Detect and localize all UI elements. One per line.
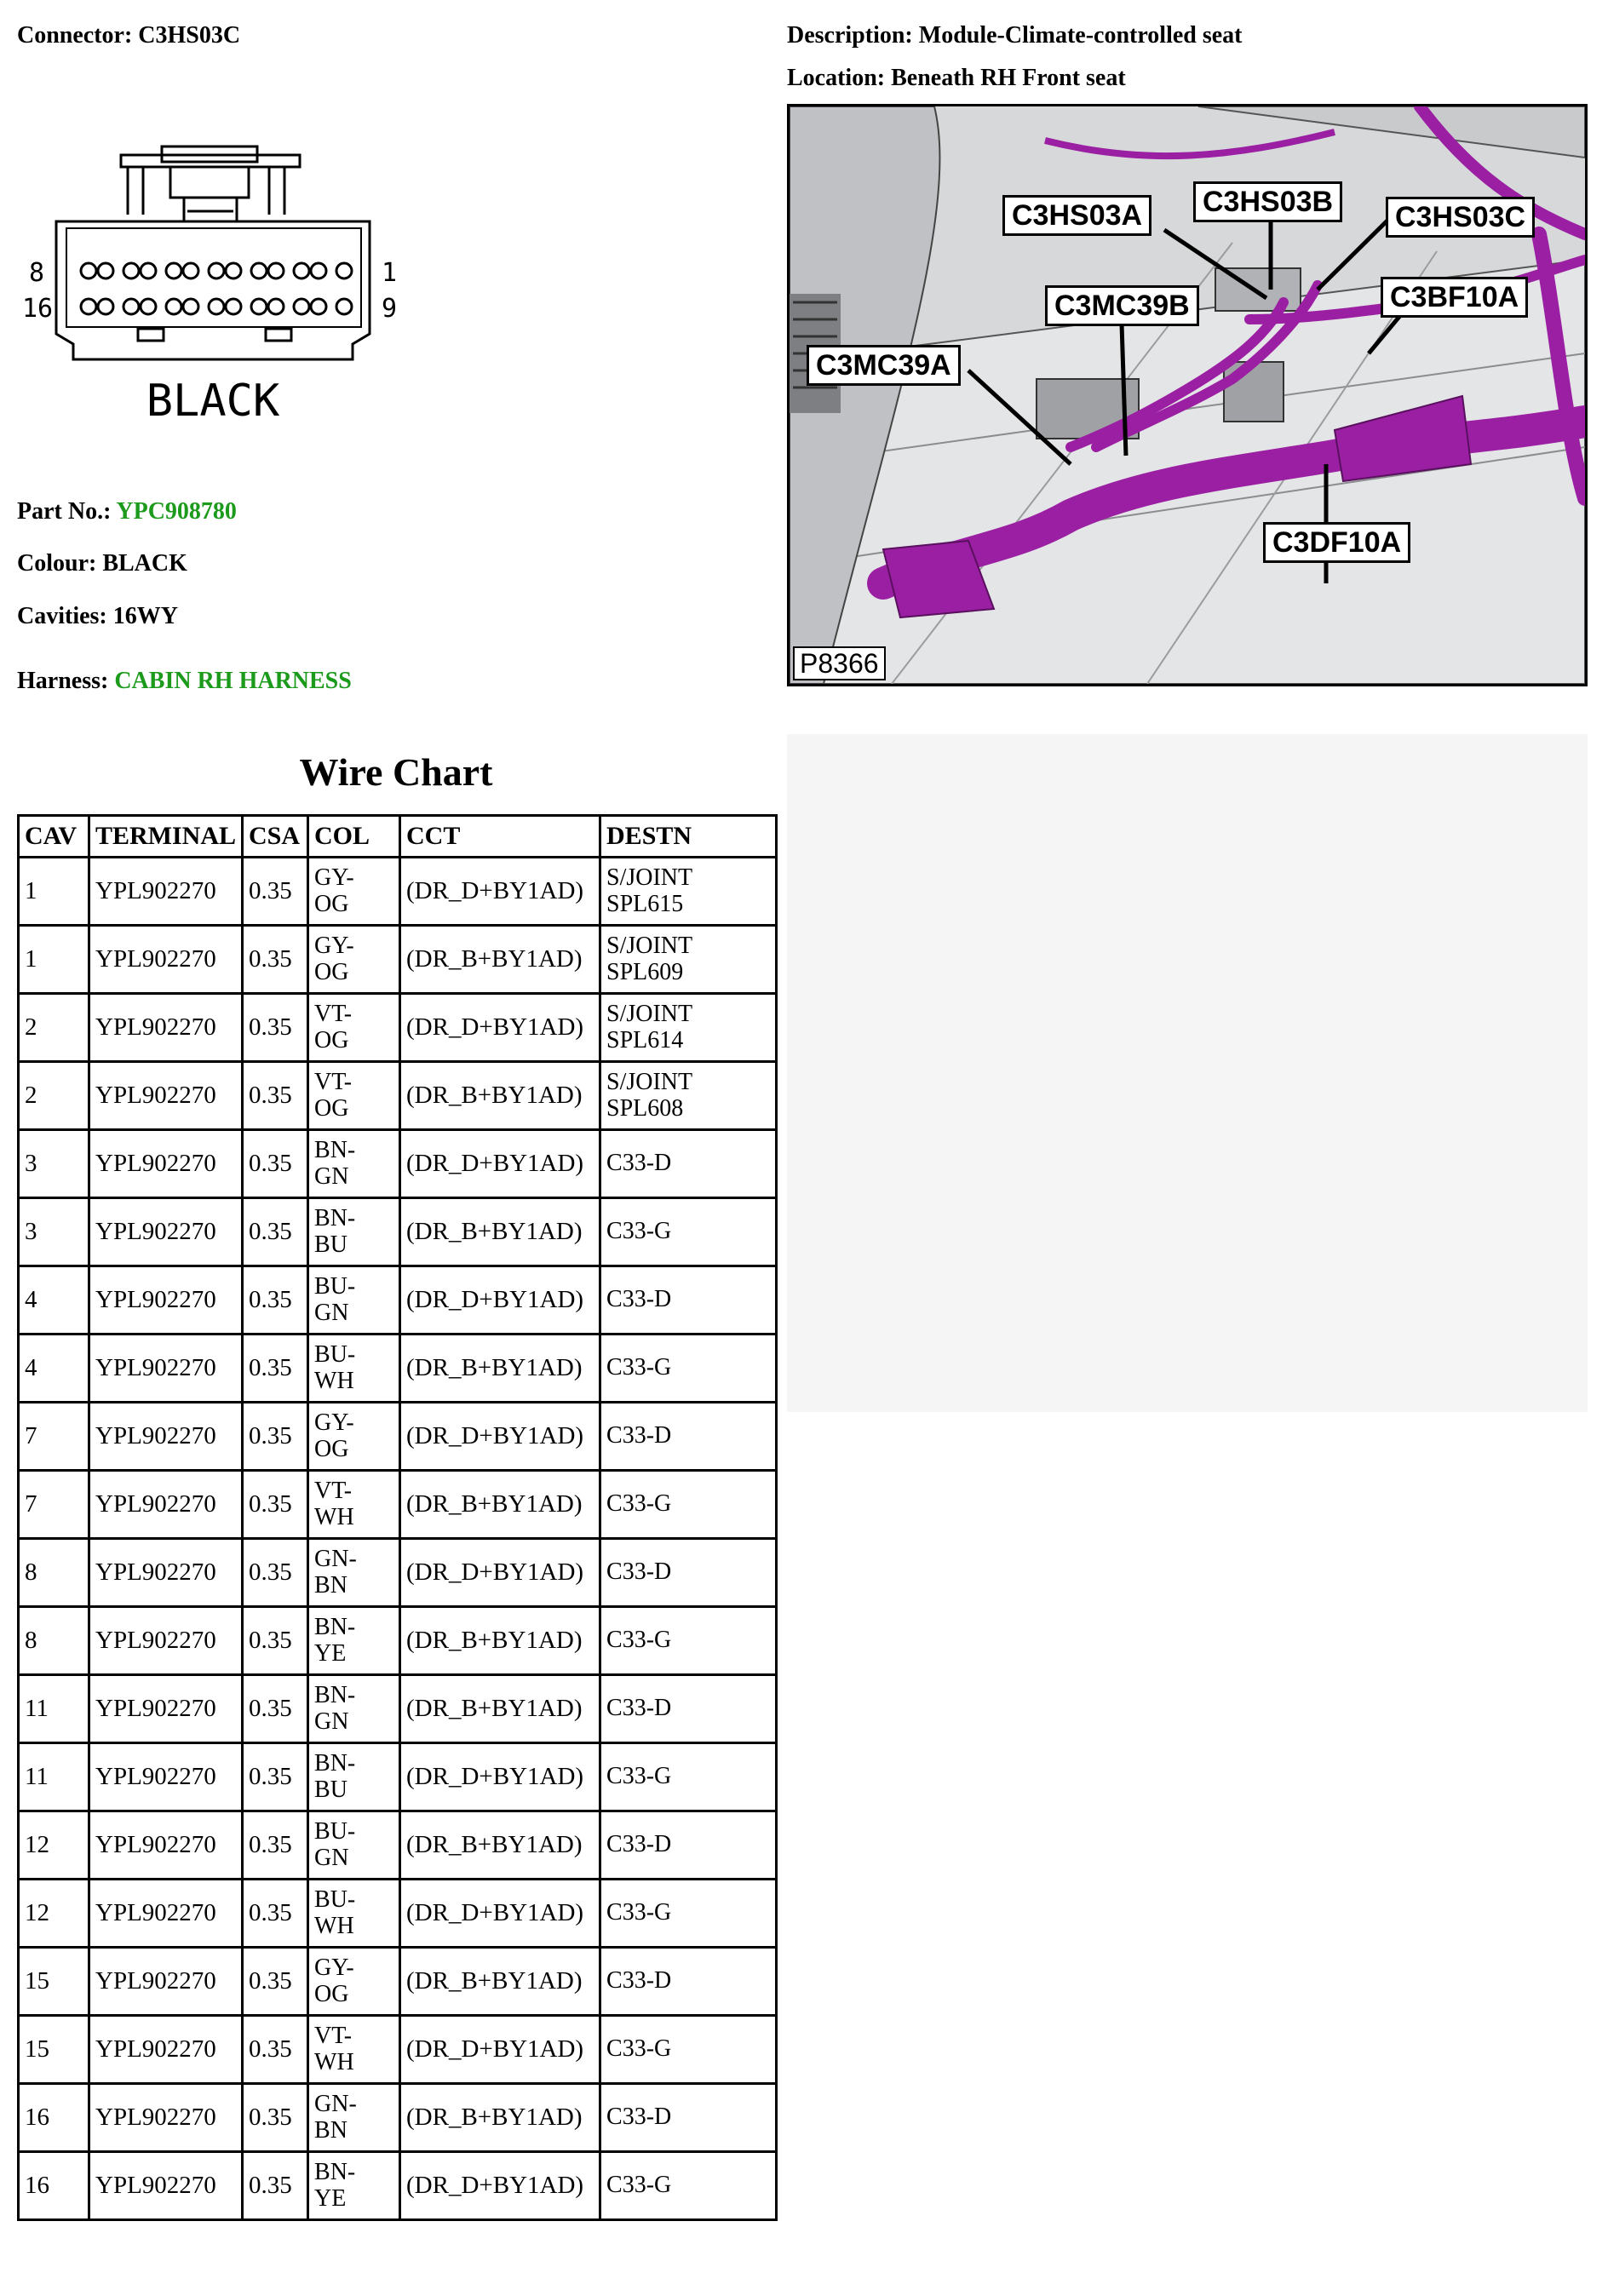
table-row	[19, 1198, 777, 1266]
harness-link[interactable]: CABIN RH HARNESS	[114, 668, 352, 694]
table-row	[19, 1880, 777, 1948]
connector-face-diagram	[17, 136, 409, 447]
cell-terminal: YPL902270	[89, 1880, 243, 1948]
header-destn: DESTN	[600, 816, 777, 858]
cell-cav: 11	[19, 1743, 89, 1811]
table-row	[19, 1811, 777, 1880]
connector-id: C3HS03C	[138, 22, 241, 49]
cell-csa: 0.35	[243, 926, 308, 994]
cell-cct: (DR_B+BY1AD)	[400, 2084, 600, 2152]
cell-destn: S/JOINT SPL615	[600, 858, 777, 926]
cell-destn: C33-D	[600, 2084, 777, 2152]
cell-cav: 8	[19, 1539, 89, 1607]
cell-destn: C33-D	[600, 1266, 777, 1335]
cell-terminal: YPL902270	[89, 1198, 243, 1266]
harness-line	[17, 669, 352, 693]
callout-c3hs03a: C3HS03A	[1002, 195, 1151, 236]
diagram-colour-label: BLACK	[146, 376, 280, 427]
colour-value: BLACK	[102, 550, 187, 577]
cell-cct: (DR_D+BY1AD)	[400, 1743, 600, 1811]
cell-cct: (DR_D+BY1AD)	[400, 1880, 600, 1948]
side-panel	[787, 734, 1588, 1412]
cell-cct: (DR_D+BY1AD)	[400, 1130, 600, 1198]
description-label: Description:	[787, 22, 913, 49]
cell-cav: 16	[19, 2152, 89, 2220]
cell-terminal: YPL902270	[89, 1539, 243, 1607]
table-row	[19, 1948, 777, 2016]
cell-csa: 0.35	[243, 1266, 308, 1335]
pin-label-16: 16	[22, 294, 54, 324]
connector-line	[17, 24, 240, 48]
cavities-label: Cavities:	[17, 603, 107, 629]
cell-terminal: YPL902270	[89, 1335, 243, 1403]
table-row	[19, 1471, 777, 1539]
table-row	[19, 1743, 777, 1811]
cell-cct: (DR_D+BY1AD)	[400, 858, 600, 926]
cell-col: GN- BN	[308, 2084, 400, 2152]
header-terminal: TERMINAL	[89, 816, 243, 858]
cell-col: VT- OG	[308, 1062, 400, 1130]
cell-terminal: YPL902270	[89, 1471, 243, 1539]
callout-c3hs03b: C3HS03B	[1193, 181, 1342, 222]
cell-csa: 0.35	[243, 2084, 308, 2152]
cell-cav: 7	[19, 1471, 89, 1539]
cell-cav: 8	[19, 1607, 89, 1675]
cell-cct: (DR_B+BY1AD)	[400, 1811, 600, 1880]
pin-label-8: 8	[29, 258, 45, 288]
table-row	[19, 1335, 777, 1403]
cell-terminal: YPL902270	[89, 858, 243, 926]
cell-cav: 12	[19, 1880, 89, 1948]
cell-terminal: YPL902270	[89, 1062, 243, 1130]
cell-terminal: YPL902270	[89, 1743, 243, 1811]
cell-csa: 0.35	[243, 1811, 308, 1880]
cell-cct: (DR_B+BY1AD)	[400, 1948, 600, 2016]
cell-terminal: YPL902270	[89, 1607, 243, 1675]
cell-col: VT- WH	[308, 1471, 400, 1539]
location-photo-svg	[790, 106, 1585, 684]
cell-destn: S/JOINT SPL608	[600, 1062, 777, 1130]
cell-col: BU- WH	[308, 1335, 400, 1403]
cell-col: VT- OG	[308, 994, 400, 1062]
cell-cav: 16	[19, 2084, 89, 2152]
location-label: Location:	[787, 65, 886, 91]
cell-destn: C33-G	[600, 1607, 777, 1675]
description-line	[787, 24, 1243, 48]
cell-cav: 12	[19, 1811, 89, 1880]
cell-destn: C33-G	[600, 1198, 777, 1266]
cell-cct: (DR_D+BY1AD)	[400, 1266, 600, 1335]
cell-csa: 0.35	[243, 858, 308, 926]
cell-cav: 2	[19, 1062, 89, 1130]
cell-col: BN- GN	[308, 1130, 400, 1198]
cell-cct: (DR_D+BY1AD)	[400, 2152, 600, 2220]
cell-destn: C33-G	[600, 2152, 777, 2220]
table-row	[19, 926, 777, 994]
cell-destn: S/JOINT SPL609	[600, 926, 777, 994]
cell-terminal: YPL902270	[89, 1130, 243, 1198]
cell-destn: C33-G	[600, 2016, 777, 2084]
cell-terminal: YPL902270	[89, 2152, 243, 2220]
callout-c3bf10a: C3BF10A	[1381, 277, 1528, 318]
cell-csa: 0.35	[243, 1607, 308, 1675]
cell-cct: (DR_B+BY1AD)	[400, 1198, 600, 1266]
cavities-value: 16WY	[112, 603, 178, 629]
cell-cav: 2	[19, 994, 89, 1062]
cell-col: BU- GN	[308, 1811, 400, 1880]
cell-csa: 0.35	[243, 1880, 308, 1948]
header-col: COL	[308, 816, 400, 858]
cell-csa: 0.35	[243, 2152, 308, 2220]
part-no-line	[17, 500, 237, 524]
cell-terminal: YPL902270	[89, 994, 243, 1062]
header-csa: CSA	[243, 816, 308, 858]
pin-label-9: 9	[382, 294, 398, 324]
cavities-line	[17, 605, 178, 629]
cell-terminal: YPL902270	[89, 1948, 243, 2016]
location-photo	[787, 104, 1588, 686]
cell-cav: 4	[19, 1335, 89, 1403]
cell-cav: 1	[19, 926, 89, 994]
cell-csa: 0.35	[243, 1403, 308, 1471]
cell-destn: C33-G	[600, 1743, 777, 1811]
callout-c3mc39b: C3MC39B	[1045, 285, 1199, 326]
cell-terminal: YPL902270	[89, 1675, 243, 1743]
pin-label-1: 1	[382, 258, 398, 288]
cell-cav: 7	[19, 1403, 89, 1471]
cell-csa: 0.35	[243, 994, 308, 1062]
wire-chart-header	[19, 816, 777, 858]
cell-col: GY- OG	[308, 858, 400, 926]
cell-terminal: YPL902270	[89, 1403, 243, 1471]
cell-csa: 0.35	[243, 1198, 308, 1266]
header-cav: CAV	[19, 816, 89, 858]
cell-cav: 11	[19, 1675, 89, 1743]
cell-col: VT- WH	[308, 2016, 400, 2084]
cell-terminal: YPL902270	[89, 1811, 243, 1880]
cell-csa: 0.35	[243, 1062, 308, 1130]
cell-cct: (DR_D+BY1AD)	[400, 994, 600, 1062]
cell-destn: C33-D	[600, 1403, 777, 1471]
callout-c3mc39a: C3MC39A	[807, 345, 961, 386]
cell-cct: (DR_B+BY1AD)	[400, 1335, 600, 1403]
cell-destn: C33-D	[600, 1811, 777, 1880]
cell-csa: 0.35	[243, 1335, 308, 1403]
cell-col: BN- YE	[308, 2152, 400, 2220]
colour-label: Colour:	[17, 550, 97, 577]
table-row	[19, 994, 777, 1062]
description-value: Module-Climate-controlled seat	[918, 22, 1243, 49]
cell-cav: 4	[19, 1266, 89, 1335]
cell-csa: 0.35	[243, 1130, 308, 1198]
cell-destn: C33-D	[600, 1539, 777, 1607]
cell-cav: 15	[19, 1948, 89, 2016]
colour-line	[17, 552, 187, 576]
callout-c3df10a: C3DF10A	[1263, 522, 1410, 563]
cell-terminal: YPL902270	[89, 2016, 243, 2084]
table-row	[19, 1266, 777, 1335]
table-row	[19, 1062, 777, 1130]
table-row	[19, 2084, 777, 2152]
cell-col: BU- GN	[308, 1266, 400, 1335]
cell-col: GY- OG	[308, 926, 400, 994]
cell-destn: C33-D	[600, 1948, 777, 2016]
connector-face-svg	[17, 136, 409, 443]
cell-cct: (DR_B+BY1AD)	[400, 1675, 600, 1743]
header-cct: CCT	[400, 816, 600, 858]
cell-destn: C33-G	[600, 1471, 777, 1539]
table-row	[19, 2016, 777, 2084]
cell-col: GN- BN	[308, 1539, 400, 1607]
cell-csa: 0.35	[243, 1471, 308, 1539]
cell-col: BN- BU	[308, 1198, 400, 1266]
cell-cct: (DR_B+BY1AD)	[400, 1607, 600, 1675]
table-row	[19, 1675, 777, 1743]
cell-terminal: YPL902270	[89, 926, 243, 994]
cell-destn: C33-D	[600, 1130, 777, 1198]
cell-cct: (DR_B+BY1AD)	[400, 1062, 600, 1130]
table-row	[19, 1403, 777, 1471]
cell-destn: C33-G	[600, 1880, 777, 1948]
cell-csa: 0.35	[243, 1743, 308, 1811]
cell-terminal: YPL902270	[89, 2084, 243, 2152]
cell-col: BN- YE	[308, 1607, 400, 1675]
cell-csa: 0.35	[243, 2016, 308, 2084]
cell-col: BU- WH	[308, 1880, 400, 1948]
cell-col: BN- BU	[308, 1743, 400, 1811]
cell-cav: 3	[19, 1198, 89, 1266]
wire-chart-table	[17, 814, 778, 2221]
location-value: Beneath RH Front seat	[891, 65, 1126, 91]
cell-cct: (DR_B+BY1AD)	[400, 926, 600, 994]
cell-cct: (DR_B+BY1AD)	[400, 1471, 600, 1539]
photo-ref-code: P8366	[793, 646, 886, 680]
wire-chart-title: Wire Chart	[299, 750, 493, 794]
cell-terminal: YPL902270	[89, 1266, 243, 1335]
cell-cct: (DR_D+BY1AD)	[400, 1403, 600, 1471]
callout-c3hs03c: C3HS03C	[1386, 197, 1535, 238]
cell-destn: C33-G	[600, 1335, 777, 1403]
wire-chart-body	[19, 858, 777, 2220]
part-no-link[interactable]: YPC908780	[116, 498, 237, 525]
cell-csa: 0.35	[243, 1539, 308, 1607]
cell-csa: 0.35	[243, 1675, 308, 1743]
cell-destn: S/JOINT SPL614	[600, 994, 777, 1062]
cell-col: BN- GN	[308, 1675, 400, 1743]
cell-cct: (DR_D+BY1AD)	[400, 1539, 600, 1607]
cell-cct: (DR_D+BY1AD)	[400, 2016, 600, 2084]
header-row	[19, 816, 777, 858]
connector-label: Connector:	[17, 22, 133, 49]
cell-cav: 3	[19, 1130, 89, 1198]
cell-cav: 15	[19, 2016, 89, 2084]
part-no-label: Part No.:	[17, 498, 112, 525]
harness-label: Harness:	[17, 668, 109, 694]
table-row	[19, 2152, 777, 2220]
table-row	[19, 1607, 777, 1675]
table-row	[19, 858, 777, 926]
cell-destn: C33-D	[600, 1675, 777, 1743]
table-row	[19, 1130, 777, 1198]
cell-cav: 1	[19, 858, 89, 926]
cell-csa: 0.35	[243, 1948, 308, 2016]
table-row	[19, 1539, 777, 1607]
location-line	[787, 66, 1126, 90]
cell-col: GY- OG	[308, 1403, 400, 1471]
cell-col: GY- OG	[308, 1948, 400, 2016]
